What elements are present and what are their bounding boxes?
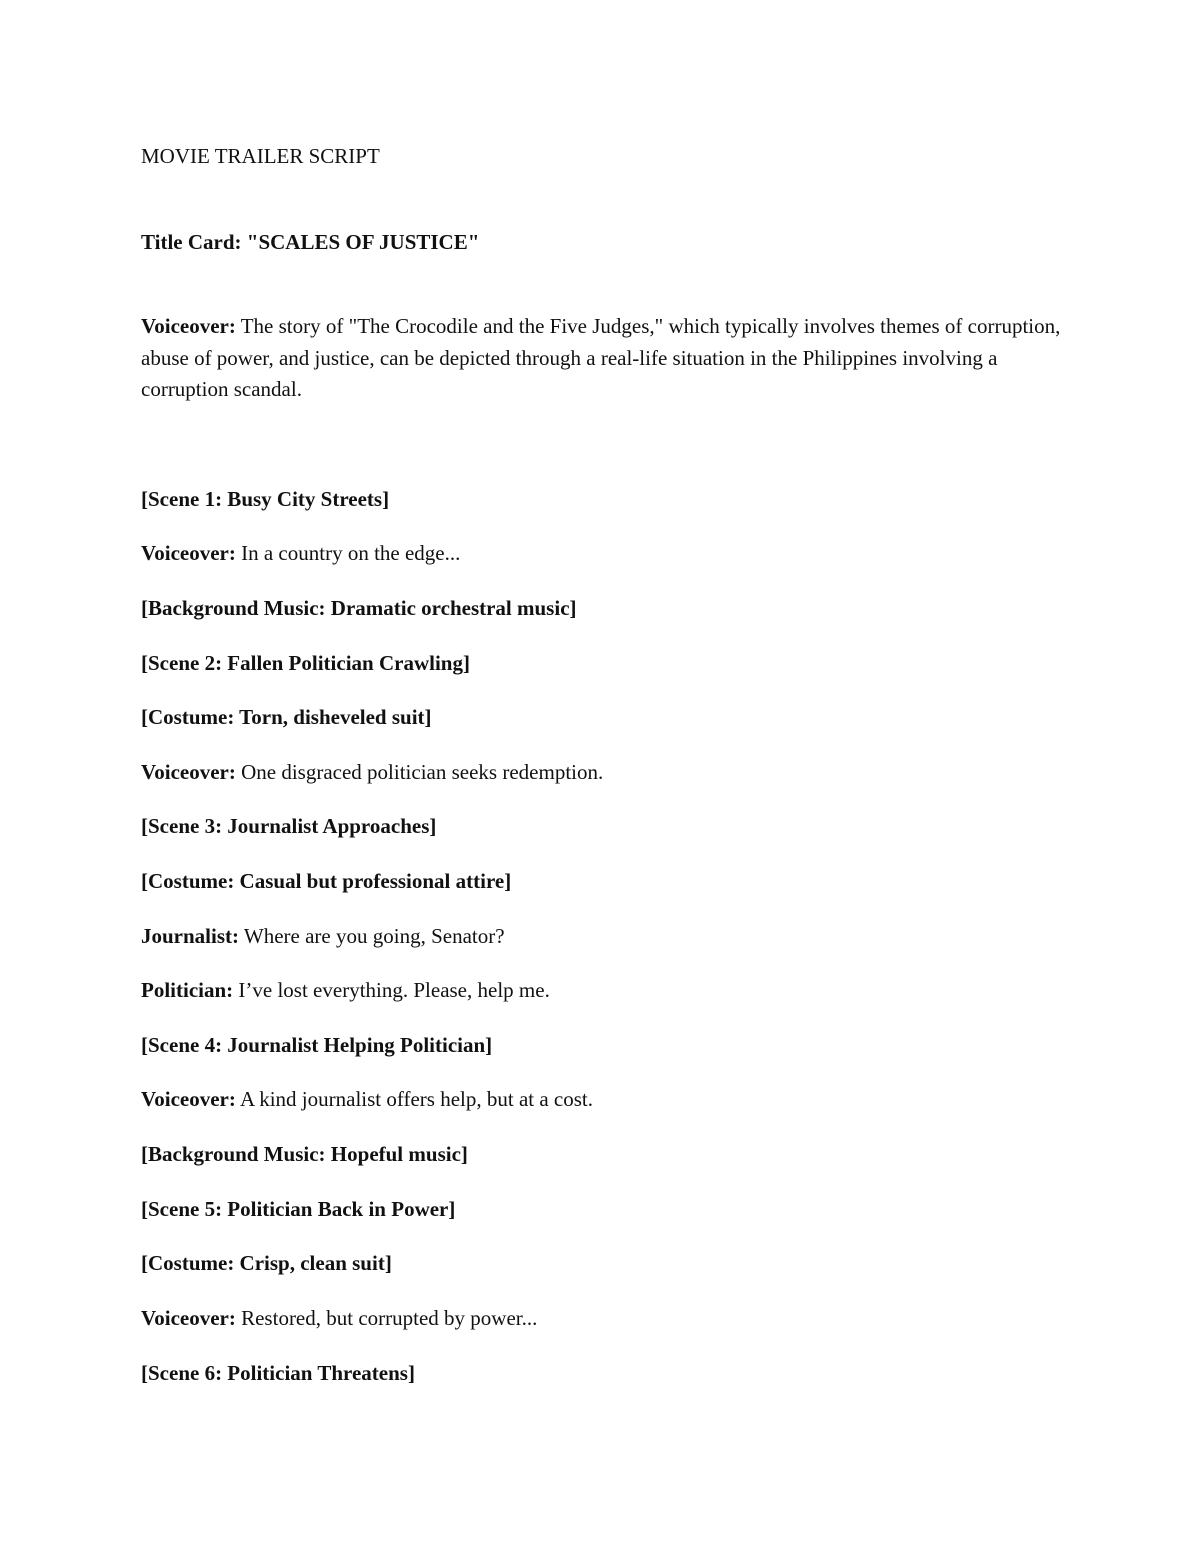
dialogue-line <box>141 1303 537 1334</box>
scene-direction: [Scene 3: Journalist Approaches] <box>141 814 437 838</box>
scene-direction: [Scene 2: Fallen Politician Crawling] <box>141 651 470 675</box>
title-card-label: Title Card: <box>141 230 242 254</box>
dialogue-text: I’ve lost everything. Please, help me. <box>238 978 550 1002</box>
scene-direction: [Scene 6: Politician Threatens] <box>141 1361 415 1385</box>
dialogue-text: A kind journalist offers help, but at a cost. <box>239 1087 594 1111</box>
title-card-value: "SCALES OF JUSTICE" <box>246 230 480 254</box>
dialogue-text: One disgraced politician seeks redemption. <box>241 760 604 784</box>
dialogue-line <box>141 757 603 788</box>
scene-direction: [Costume: Casual but professional attire] <box>141 869 512 893</box>
scene-direction: [Scene 1: Busy City Streets] <box>141 487 390 511</box>
intro-text: The story of "The Crocodile and the Five Judges," which typically involves themes of corruption, abuse of power, and justice, can be depicted through a real-life situation in the Philippines involving a corruption scandal. <box>141 314 1061 401</box>
speaker-label: Voiceover: <box>141 314 236 338</box>
intro-paragraph <box>141 311 1061 406</box>
dialogue-line <box>141 921 505 952</box>
scene-direction: [Costume: Torn, disheveled suit] <box>141 705 432 729</box>
scene-direction: [Background Music: Hopeful music] <box>141 1142 468 1166</box>
dialogue-line <box>141 975 550 1006</box>
speaker-label: Politician: <box>141 978 234 1002</box>
speaker-label: Journalist: <box>141 924 240 948</box>
speaker-label: Voiceover: <box>141 1087 236 1111</box>
dialogue-text: Where are you going, Senator? <box>243 924 505 948</box>
speaker-label: Voiceover: <box>141 1306 236 1330</box>
document-heading: MOVIE TRAILER SCRIPT <box>141 144 380 168</box>
scene-direction: [Scene 4: Journalist Helping Politician] <box>141 1033 493 1057</box>
speaker-label: Voiceover: <box>141 541 236 565</box>
title-card <box>141 227 479 258</box>
dialogue-line <box>141 538 460 569</box>
speaker-label: Voiceover: <box>141 760 236 784</box>
dialogue-text: Restored, but corrupted by power... <box>241 1306 538 1330</box>
scene-direction: [Costume: Crisp, clean suit] <box>141 1251 392 1275</box>
scene-direction: [Scene 5: Politician Back in Power] <box>141 1197 456 1221</box>
dialogue-text: In a country on the edge... <box>241 541 461 565</box>
dialogue-line <box>141 1084 593 1115</box>
scene-direction: [Background Music: Dramatic orchestral music] <box>141 596 577 620</box>
